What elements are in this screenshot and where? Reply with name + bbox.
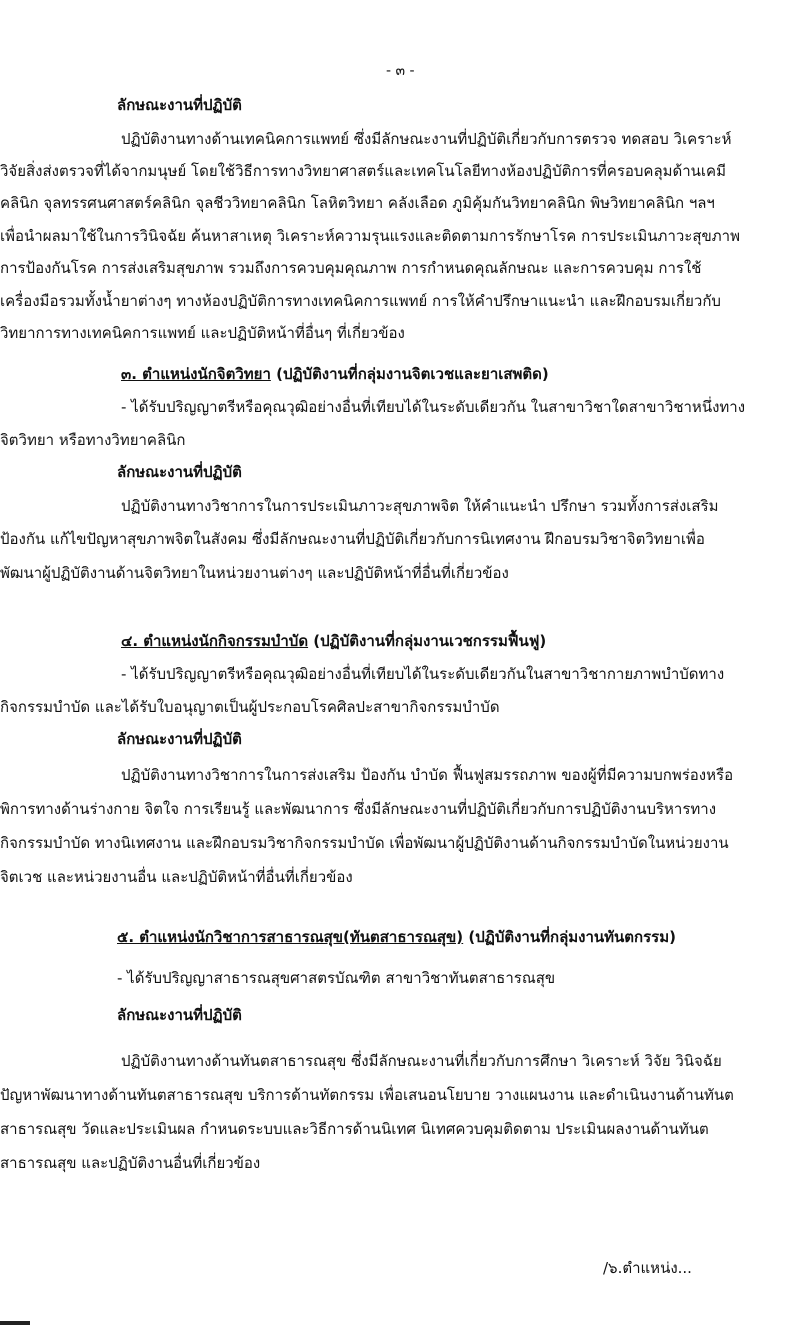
section-4-title bbox=[121, 629, 546, 653]
scan-edge-mark bbox=[0, 1321, 30, 1325]
section-4-duty-line: ปฏิบัติงานทางวิชาการในการส่งเสริม ป้องกัน บำบัด ฟื้นฟูสมรรถภาพ ของผู้ที่มีความบกพร่องหรือ bbox=[121, 766, 734, 784]
section-3-qualification: จิตวิทยา หรือทางวิทยาคลินิก bbox=[0, 431, 186, 449]
section-3-qualification: - ได้รับปริญญาตรีหรือคุณวุฒิอย่างอื่นที่เทียบได้ในระดับเดียวกัน ในสาขาวิชาใดสาขาวิชาหนึ่งทาง bbox=[121, 398, 746, 416]
intro-line: คลินิก จุลทรรศนศาสตร์คลินิก จุลชีววิทยาคลินิก โลหิตวิทยา คลังเลือด ภูมิคุ้มกันวิทยาคลินิก พิษวิทยาคลินิก ฯลฯ bbox=[0, 194, 715, 212]
section-3-position: ๓. ตำแหน่งนักจิตวิทยา bbox=[121, 365, 271, 383]
section-5-unit: (ปฏิบัติงานที่กลุ่มงานทันตกรรม) bbox=[463, 928, 676, 946]
intro-line: วิจัยสิ่งส่งตรวจที่ได้จากมนุษย์ โดยใช้วิธีการทางวิทยาศาสตร์และเทคโนโลยีทางห้องปฏิบัติการที่ครอบคลุมด้านเคมี bbox=[0, 162, 726, 180]
section-5-position: ๕. ตำแหน่งนักวิชาการสาธารณสุข(ทันตสาธารณสุข) bbox=[117, 928, 464, 946]
section-4-duty-line: จิตเวช และหน่วยงานอื่น และปฏิบัติหน้าที่อื่นที่เกี่ยวข้อง bbox=[0, 868, 353, 886]
section-3-title bbox=[121, 362, 549, 386]
intro-line: การป้องกันโรค การส่งเสริมสุขภาพ รวมถึงการควบคุมคุณภาพ การกำหนดคุณลักษณะ และการควบคุม การใช้ bbox=[0, 259, 702, 277]
intro-line: วิทยาการทางเทคนิคการแพทย์ และปฏิบัติหน้าที่อื่นๆ ที่เกี่ยวข้อง bbox=[0, 324, 405, 342]
section-3-duty-line: ปฏิบัติงานทางวิชาการในการประเมินภาวะสุขภาพจิต ให้คำแนะนำ ปรึกษา รวมทั้งการส่งเสริม bbox=[121, 497, 719, 515]
section-3-duty-heading: ลักษณะงานที่ปฏิบัติ bbox=[117, 463, 242, 481]
section-3-duty-line: พัฒนาผู้ปฏิบัติงานด้านจิตวิทยาในหน่วยงานต่างๆ และปฏิบัติหน้าที่อื่นที่เกี่ยวข้อง bbox=[0, 564, 509, 582]
section-5-duty-heading: ลักษณะงานที่ปฏิบัติ bbox=[117, 1006, 242, 1024]
section-5-duty-line: สาธารณสุข และปฏิบัติงานอื่นที่เกี่ยวข้อง bbox=[0, 1154, 261, 1172]
section-4-qualification: - ได้รับปริญญาตรีหรือคุณวุฒิอย่างอื่นที่เทียบได้ในระดับเดียวกันในสาขาวิชากายภาพบำบัดทาง bbox=[121, 665, 725, 683]
section-4-duty-heading: ลักษณะงานที่ปฏิบัติ bbox=[117, 730, 242, 748]
section-3-duty-line: ป้องกัน แก้ไขปัญหาสุขภาพจิตในสังคม ซึ่งมีลักษณะงานที่ปฏิบัติเกี่ยวกับการนิเทศงาน ฝึกอบรมวิชาจิตวิทยาเพื่อ bbox=[0, 530, 705, 548]
page-number: - ๓ - bbox=[386, 63, 415, 79]
section-5-duty-line: ปฏิบัติงานทางด้านทันตสาธารณสุข ซึ่งมีลักษณะงานที่เกี่ยวกับการศึกษา วิเคราะห์ วิจัย วินิจฉัย bbox=[121, 1052, 722, 1070]
intro-duty-heading: ลักษณะงานที่ปฏิบัติ bbox=[117, 96, 242, 114]
section-4-unit: (ปฏิบัติงานที่กลุ่มงานเวชกรรมฟื้นฟู) bbox=[308, 632, 547, 650]
intro-line: เพื่อนำผลมาใช้ในการวินิจฉัย ค้นหาสาเหตุ วิเคราะห์ความรุนแรงและติดตามการรักษาโรค การประเมินภาวะสุขภาพ bbox=[0, 227, 740, 245]
next-page-continuation: /๖.ตำแหน่ง... bbox=[603, 1259, 692, 1277]
section-4-duty-line: กิจกรรมบำบัด ทางนิเทศงาน และฝึกอบรมวิชากิจกรรมบำบัด เพื่อพัฒนาผู้ปฏิบัติงานด้านกิจกรรมบำบัดในหน่วยงาน bbox=[0, 834, 729, 852]
section-3-unit: (ปฏิบัติงานที่กลุ่มงานจิตเวชและยาเสพติด) bbox=[270, 365, 549, 383]
section-5-qualification: - ได้รับปริญญาสาธารณสุขศาสตรบัณฑิต สาขาวิชาทันตสาธารณสุข bbox=[117, 969, 556, 987]
intro-line: ปฏิบัติงานทางด้านเทคนิคการแพทย์ ซึ่งมีลักษณะงานที่ปฏิบัติเกี่ยวกับการตรวจ ทดสอบ วิเคราะห์ bbox=[121, 130, 732, 148]
section-5-title bbox=[117, 925, 676, 949]
section-4-duty-line: พิการทางด้านร่างกาย จิตใจ การเรียนรู้ และพัฒนาการ ซึ่งมีลักษณะงานที่ปฏิบัติเกี่ยวกับการปฏิบัติงานบริหารทาง bbox=[0, 800, 717, 818]
section-4-qualification: กิจกรรมบำบัด และได้รับใบอนุญาตเป็นผู้ประกอบโรคศิลปะสาขากิจกรรมบำบัด bbox=[0, 698, 500, 716]
section-4-position: ๔. ตำแหน่งนักกิจกรรมบำบัด bbox=[121, 632, 309, 650]
section-5-duty-line: สาธารณสุข วัดและประเมินผล กำหนดระบบและวิธีการด้านนิเทศ นิเทศควบคุมติดตาม ประเมินผลงานด้านทันต bbox=[0, 1120, 709, 1138]
intro-line: เครื่องมือรวมทั้งน้ำยาต่างๆ ทางห้องปฏิบัติการทางเทคนิคการแพทย์ การให้คำปรึกษาแนะนำ และฝึกอบรมเกี่ยวกับ bbox=[0, 292, 721, 310]
section-5-duty-line: ปัญหาพัฒนาทางด้านทันตสาธารณสุข บริการด้านทัตกรรม เพื่อเสนอนโยบาย วางแผนงาน และดำเนินงานด้านทันต bbox=[0, 1086, 734, 1104]
